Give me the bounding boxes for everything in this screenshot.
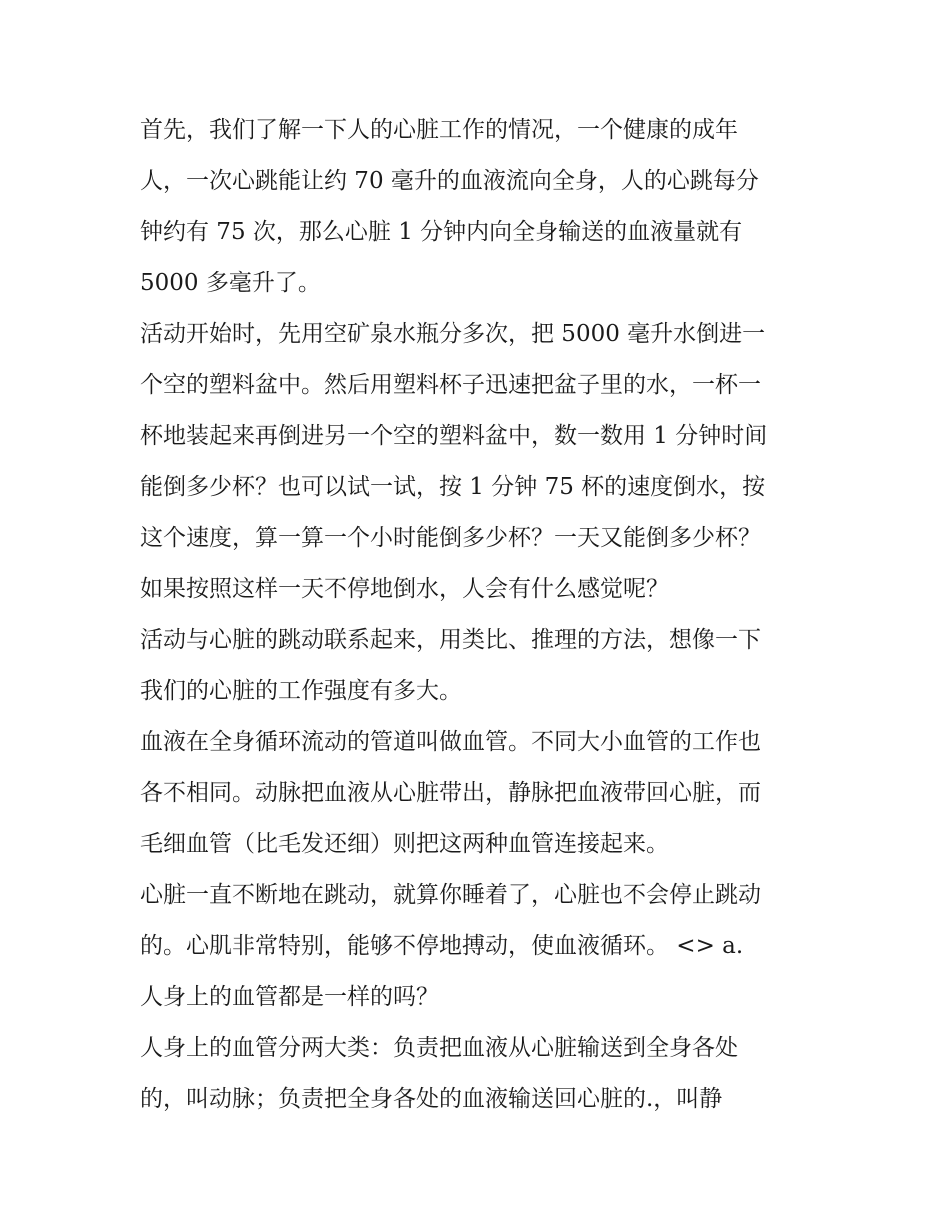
text-line: 首先，我们了解一下人的心脏工作的情况，一个健康的成年 — [140, 117, 738, 143]
text-line: 人，一次心跳能让约 70 毫升的血液流向全身，人的心跳每分 — [140, 168, 759, 194]
text-line: 的。心肌非常特别，能够不停地搏动，使血液循环。 <> a. — [140, 933, 744, 959]
text-line: 如果按照这样一天不停地倒水，人会有什么感觉呢？ — [140, 576, 669, 602]
text-line: 5000 多毫升了。 — [140, 270, 321, 296]
text-line: 我们的心脏的工作强度有多大。 — [140, 678, 462, 704]
text-line: 人身上的血管都是一样的吗？ — [140, 984, 439, 1010]
text-line: 血液在全身循环流动的管道叫做血管。不同大小血管的工作也 — [140, 729, 761, 755]
text-line: 的，叫动脉；负责把全身各处的血液输送回心脏的.，叫静 — [140, 1086, 723, 1112]
text-line: 心脏一直不断地在跳动，就算你睡着了，心脏也不会停止跳动 — [140, 882, 761, 908]
text-line: 个空的塑料盆中。然后用塑料杯子迅速把盆子里的水，一杯一 — [140, 372, 761, 398]
text-line: 各不相同。动脉把血液从心脏带出，静脉把血液带回心脏，而 — [140, 780, 761, 806]
text-line: 这个速度，算一算一个小时能倒多少杯？一天又能倒多少杯？ — [140, 525, 761, 551]
document-body — [140, 105, 820, 1125]
text-line: 能倒多少杯？也可以试一试，按 1 分钟 75 杯的速度倒水，按 — [140, 474, 766, 500]
text-line: 钟约有 75 次，那么心脏 1 分钟内向全身输送的血液量就有 — [140, 219, 743, 245]
text-line: 人身上的血管分两大类：负责把血液从心脏输送到全身各处 — [140, 1035, 738, 1061]
text-line: 毛细血管（比毛发还细）则把这两种血管连接起来。 — [140, 831, 669, 857]
text-line: 杯地装起来再倒进另一个空的塑料盆中，数一数用 1 分钟时间 — [140, 423, 768, 449]
text-line: 活动开始时，先用空矿泉水瓶分多次，把 5000 毫升水倒进一 — [140, 321, 766, 347]
text-line: 活动与心脏的跳动联系起来，用类比、推理的方法，想像一下 — [140, 627, 761, 653]
